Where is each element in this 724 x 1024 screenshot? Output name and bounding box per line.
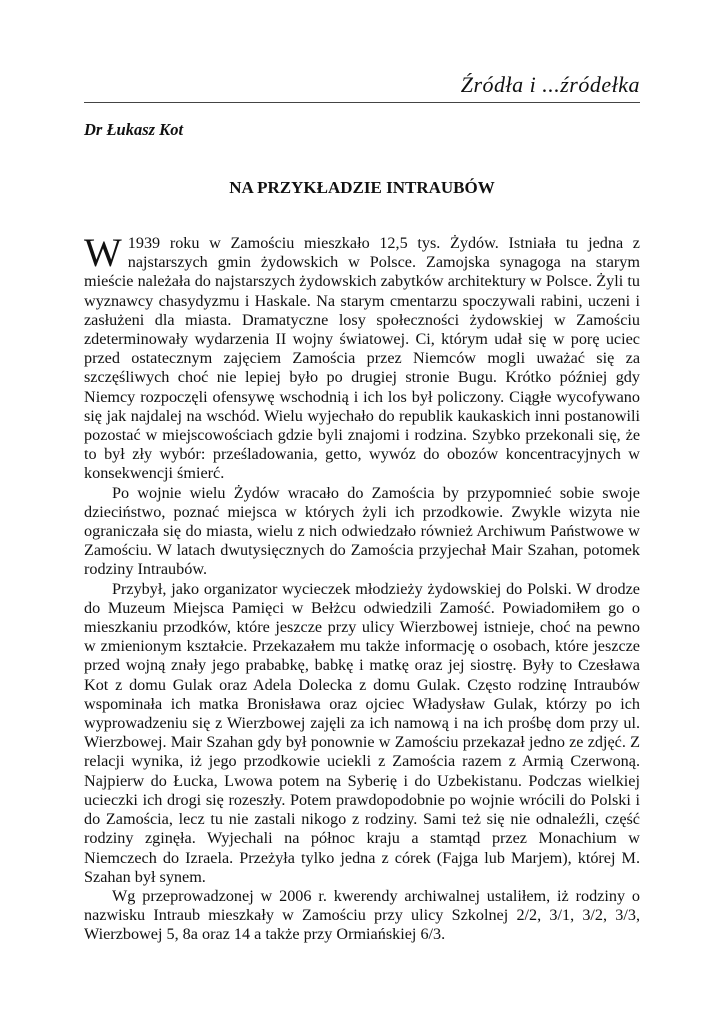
author-name: Dr Łukasz Kot [84, 120, 184, 139]
paragraph-4: Wg przeprowadzonej w 2006 r. kwerendy archiwalnej ustaliłem, iż rodziny o nazwisku Intraub mieszkały w Zamościu przy ulicy Szkolnej 2/2, 3/1, 3/2, 3/3, Wierzbowej 5, 8a oraz 14 a także przy Ormiańskiej 6/3. [84, 886, 640, 944]
paragraph-1 [84, 230, 640, 484]
header-rule [84, 102, 640, 103]
running-title: Źródła i ...źródełka [460, 72, 640, 97]
paragraph-3: Przybył, jako organizator wycieczek młodzieży żydowskiej do Polski. W drodze do Muzeum Miejsca Pamięci w Bełżcu odwiedzili Zamość. Powiadomiłem go o mieszkaniu przodków, które jeszcze przy ulicy Wierzbowej istnieje, choć na pewno w zmienionym kształcie. Przekazałem mu także informację o osobach, które jeszcze przed wojną znały jego prababkę, babkę i matkę oraz jej siostrę. Były to Czesława Kot z domu Gulak oraz Adela Dolecka z domu Gulak. Często rodzinę Intraubów wspominała ich matka Bronisława oraz ojciec Władysław Gulak, którzy po ich wyprowadzeniu się z Wierzbowej zajęli za ich namową i na ich prośbę dom przy ul. Wierzbowej. Mair Szahan gdy był ponownie w Zamościu przekazał jedno ze zdjęć. Z relacji wynika, iż jego przodkowie uciekli z Zamościa razem z Armią Czerwoną. Najpierw do Łucka, Lwowa potem na Syberię i do Uzbekistanu. Podczas wielkiej ucieczki ich drogi się rozeszły. Potem prawdopodobnie po wojnie wrócili do Polski i do Zamościa, lecz tu nie zastali nikogo z rodziny. Sami też się nie odnaleźli, część rodziny zginęła. Wyjechali na północ kraju a stamtąd przez Monachium w Niemczech do Izraela. Przeżyła tylko jedna z córek (Fajga lub Marjem), której M. Szahan był synem. [84, 579, 640, 886]
article-body [84, 230, 640, 945]
article-title: NA PRZYKŁADZIE INTRAUBÓW [229, 178, 495, 197]
paragraph-2: Po wojnie wielu Żydów wracało do Zamościa by przypomnieć sobie swoje dzieciństwo, poznać miejsca w których żyli ich przodkowie. Zwykle wizyta nie ograniczała się do miasta, wielu z nich odwiedzało również Archiwum Państwowe w Zamościu. W latach dwutysięcznych do Zamościa przyjechał Mair Szahan, potomek rodziny Intraubów. [84, 483, 640, 579]
paragraph-1-text: 1939 roku w Zamościu mieszkało 12,5 tys. Żydów. Istniała tu jedna z najstarszych gmin żydowskich w Polsce. Zamojska synagoga na starym mieście należała do najstarszych żydowskich zabytków architektury w Polsce. Żyli tu wyznawcy chasydyzmu i Haskale. Na starym cmentarzu spoczywali rabini, uczeni i zasłużeni dla miasta. Dramatyczne losy społeczności żydowskiej w Zamościu zdeterminowały wydarzenia II wojny światowej. Ci, którym udał się w porę uciec przed ostatecznym zajęciem Zamościa przez Niemców mogli uważać się za szczęśliwych choć nie lepiej było po drugiej stronie Bugu. Krótko później gdy Niemcy rozpoczęli ofensywę wschodnią i ich los był policzony. Ciągłe wycofywano się jak najdalej na wschód. Wielu wyjechało do republik kaukaskich inni postanowili pozostać w miejscowościach gdzie byli znajomi i rodzina. Szybko przekonali się, że to był zły wybór: prześladowania, getto, wywóz do obozów koncentracyjnych w konsekwencji śmierć. [84, 234, 640, 483]
drop-cap: W [84, 230, 122, 275]
